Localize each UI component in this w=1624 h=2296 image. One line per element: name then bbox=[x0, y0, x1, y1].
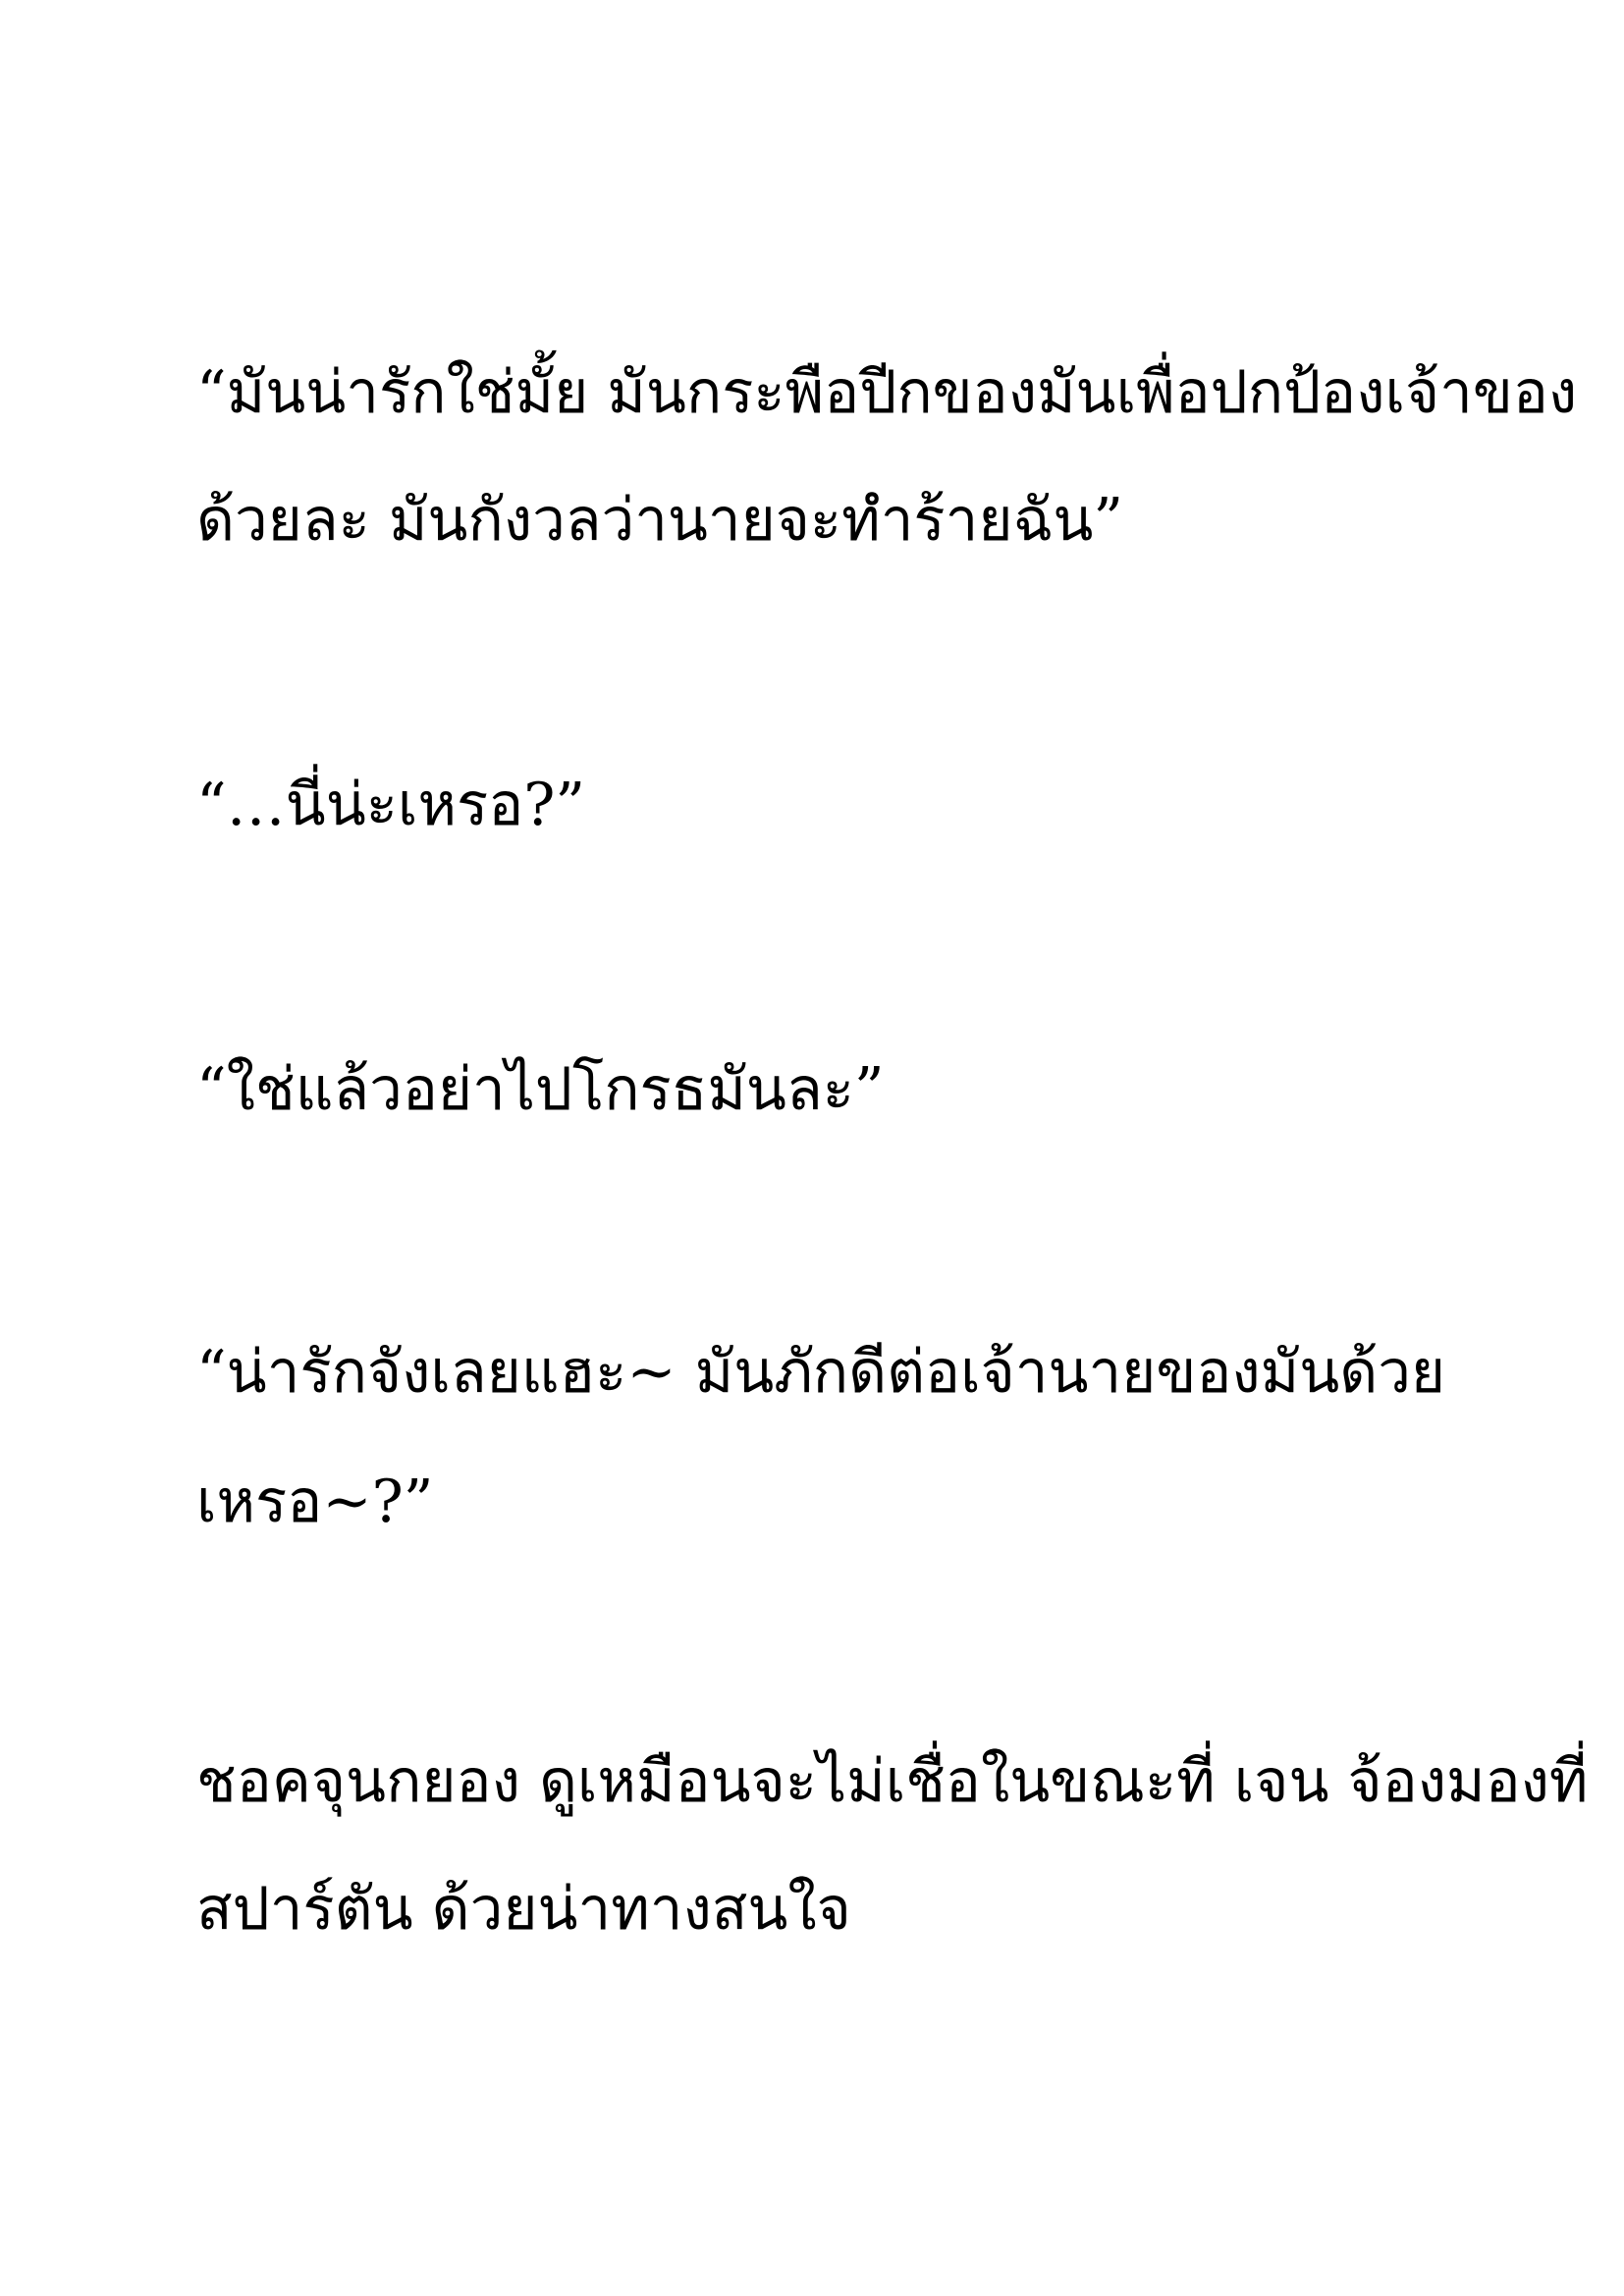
paragraph-line: “…นี่น่ะเหรอ?” bbox=[196, 771, 586, 839]
paragraph-line: “น่ารักจังเลยแฮะ~ มันภักดีต่อเจ้านายของมันด้วย bbox=[196, 1338, 1446, 1407]
paragraph-line: ชอคจุนกยอง ดูเหมือนจะไม่เชื่อในขณะที่ เจน จ้องมองที่ bbox=[196, 1747, 1589, 1816]
paragraph-line: สปาร์ตัน ด้วยน่าทางสนใจ bbox=[196, 1875, 851, 1944]
paragraph-line: เหรอ~?” bbox=[196, 1468, 434, 1536]
paragraph-line: “มันน่ารักใช่มั้ย มันกระพือปีกของมันเพื่อปกป้องเจ้าของ bbox=[196, 358, 1578, 427]
paragraph-line: “ใช่แล้วอย่าไปโกรธมันละ” bbox=[196, 1055, 885, 1124]
paragraph-line: ด้วยละ มันกังวลว่านายจะทำร้ายฉัน” bbox=[196, 486, 1124, 555]
